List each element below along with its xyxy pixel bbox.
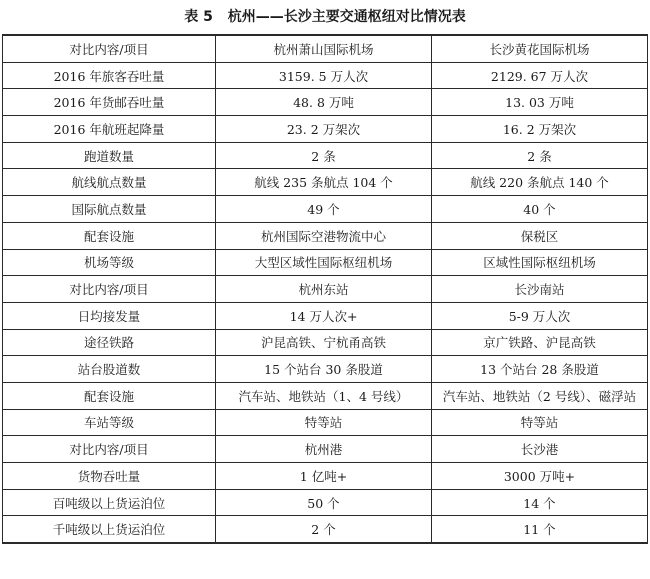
- table-row: [3, 89, 648, 116]
- changsha-value-cell: 40 个: [432, 196, 648, 223]
- table-row: [3, 116, 648, 143]
- changsha-value-cell: 13 个站台 28 条股道: [432, 356, 648, 383]
- table-row: [3, 436, 648, 463]
- row-label-cell: 跑道数量: [3, 142, 216, 169]
- hangzhou-value-cell: 大型区域性国际枢纽机场: [216, 249, 432, 276]
- changsha-value-cell: 14 个: [432, 489, 648, 516]
- table-row: [3, 142, 648, 169]
- row-label-cell: 百吨级以上货运泊位: [3, 489, 216, 516]
- row-label-cell: 2016 年货邮吞吐量: [3, 89, 216, 116]
- row-label-cell: 配套设施: [3, 382, 216, 409]
- hangzhou-value-cell: 杭州东站: [216, 276, 432, 303]
- changsha-value-cell: 11 个: [432, 516, 648, 543]
- hangzhou-value-cell: 50 个: [216, 489, 432, 516]
- row-label-cell: 途径铁路: [3, 329, 216, 356]
- table-row: [3, 35, 648, 62]
- changsha-value-cell: 2 条: [432, 142, 648, 169]
- hangzhou-value-cell: 48. 8 万吨: [216, 89, 432, 116]
- table-row: [3, 489, 648, 516]
- changsha-value-cell: 京广铁路、沪昆高铁: [432, 329, 648, 356]
- changsha-value-cell: 2129. 67 万人次: [432, 62, 648, 89]
- hangzhou-value-cell: 沪昆高铁、宁杭甬高铁: [216, 329, 432, 356]
- row-label-cell: 对比内容/项目: [3, 436, 216, 463]
- changsha-value-cell: 保税区: [432, 222, 648, 249]
- hangzhou-value-cell: 杭州国际空港物流中心: [216, 222, 432, 249]
- table-number: 表 5: [184, 9, 213, 25]
- changsha-value-cell: 16. 2 万架次: [432, 116, 648, 143]
- hangzhou-value-cell: 航线 235 条航点 104 个: [216, 169, 432, 196]
- row-label-cell: 日均接发量: [3, 302, 216, 329]
- changsha-value-cell: 区域性国际枢纽机场: [432, 249, 648, 276]
- hangzhou-value-cell: 14 万人次+: [216, 302, 432, 329]
- changsha-value-cell: 长沙南站: [432, 276, 648, 303]
- table-row: [3, 249, 648, 276]
- row-label-cell: 车站等级: [3, 409, 216, 436]
- table-row: [3, 169, 648, 196]
- changsha-value-cell: 13. 03 万吨: [432, 89, 648, 116]
- row-label-cell: 对比内容/项目: [3, 35, 216, 62]
- changsha-value-cell: 特等站: [432, 409, 648, 436]
- row-label-cell: 2016 年航班起降量: [3, 116, 216, 143]
- changsha-value-cell: 5-9 万人次: [432, 302, 648, 329]
- table-row: [3, 409, 648, 436]
- row-label-cell: 对比内容/项目: [3, 276, 216, 303]
- table-row: [3, 463, 648, 490]
- table-row: [3, 356, 648, 383]
- row-label-cell: 国际航点数量: [3, 196, 216, 223]
- hangzhou-value-cell: 15 个站台 30 条股道: [216, 356, 432, 383]
- row-label-cell: 机场等级: [3, 249, 216, 276]
- hangzhou-value-cell: 杭州港: [216, 436, 432, 463]
- table-caption: [0, 0, 650, 34]
- changsha-value-cell: 3000 万吨+: [432, 463, 648, 490]
- table-row: [3, 276, 648, 303]
- table-row: [3, 516, 648, 543]
- table-row: [3, 62, 648, 89]
- hangzhou-value-cell: 杭州萧山国际机场: [216, 35, 432, 62]
- hangzhou-value-cell: 3159. 5 万人次: [216, 62, 432, 89]
- table-row: [3, 196, 648, 223]
- row-label-cell: 2016 年旅客吞吐量: [3, 62, 216, 89]
- table-title: 杭州——长沙主要交通枢纽对比情况表: [227, 9, 466, 25]
- hangzhou-value-cell: 2 个: [216, 516, 432, 543]
- hangzhou-value-cell: 特等站: [216, 409, 432, 436]
- row-label-cell: 货物吞吐量: [3, 463, 216, 490]
- hangzhou-value-cell: 2 条: [216, 142, 432, 169]
- hangzhou-value-cell: 1 亿吨+: [216, 463, 432, 490]
- table-row: [3, 329, 648, 356]
- row-label-cell: 站台股道数: [3, 356, 216, 383]
- table-row: [3, 222, 648, 249]
- table-body: [3, 35, 648, 543]
- row-label-cell: 千吨级以上货运泊位: [3, 516, 216, 543]
- changsha-value-cell: 航线 220 条航点 140 个: [432, 169, 648, 196]
- hangzhou-value-cell: 49 个: [216, 196, 432, 223]
- changsha-value-cell: 汽车站、地铁站（2 号线）、磁浮站: [432, 382, 648, 409]
- changsha-value-cell: 长沙港: [432, 436, 648, 463]
- row-label-cell: 航线航点数量: [3, 169, 216, 196]
- hangzhou-value-cell: 汽车站、地铁站（1、4 号线）: [216, 382, 432, 409]
- comparison-table: [2, 34, 648, 544]
- table-row: [3, 382, 648, 409]
- table-row: [3, 302, 648, 329]
- row-label-cell: 配套设施: [3, 222, 216, 249]
- changsha-value-cell: 长沙黄花国际机场: [432, 35, 648, 62]
- hangzhou-value-cell: 23. 2 万架次: [216, 116, 432, 143]
